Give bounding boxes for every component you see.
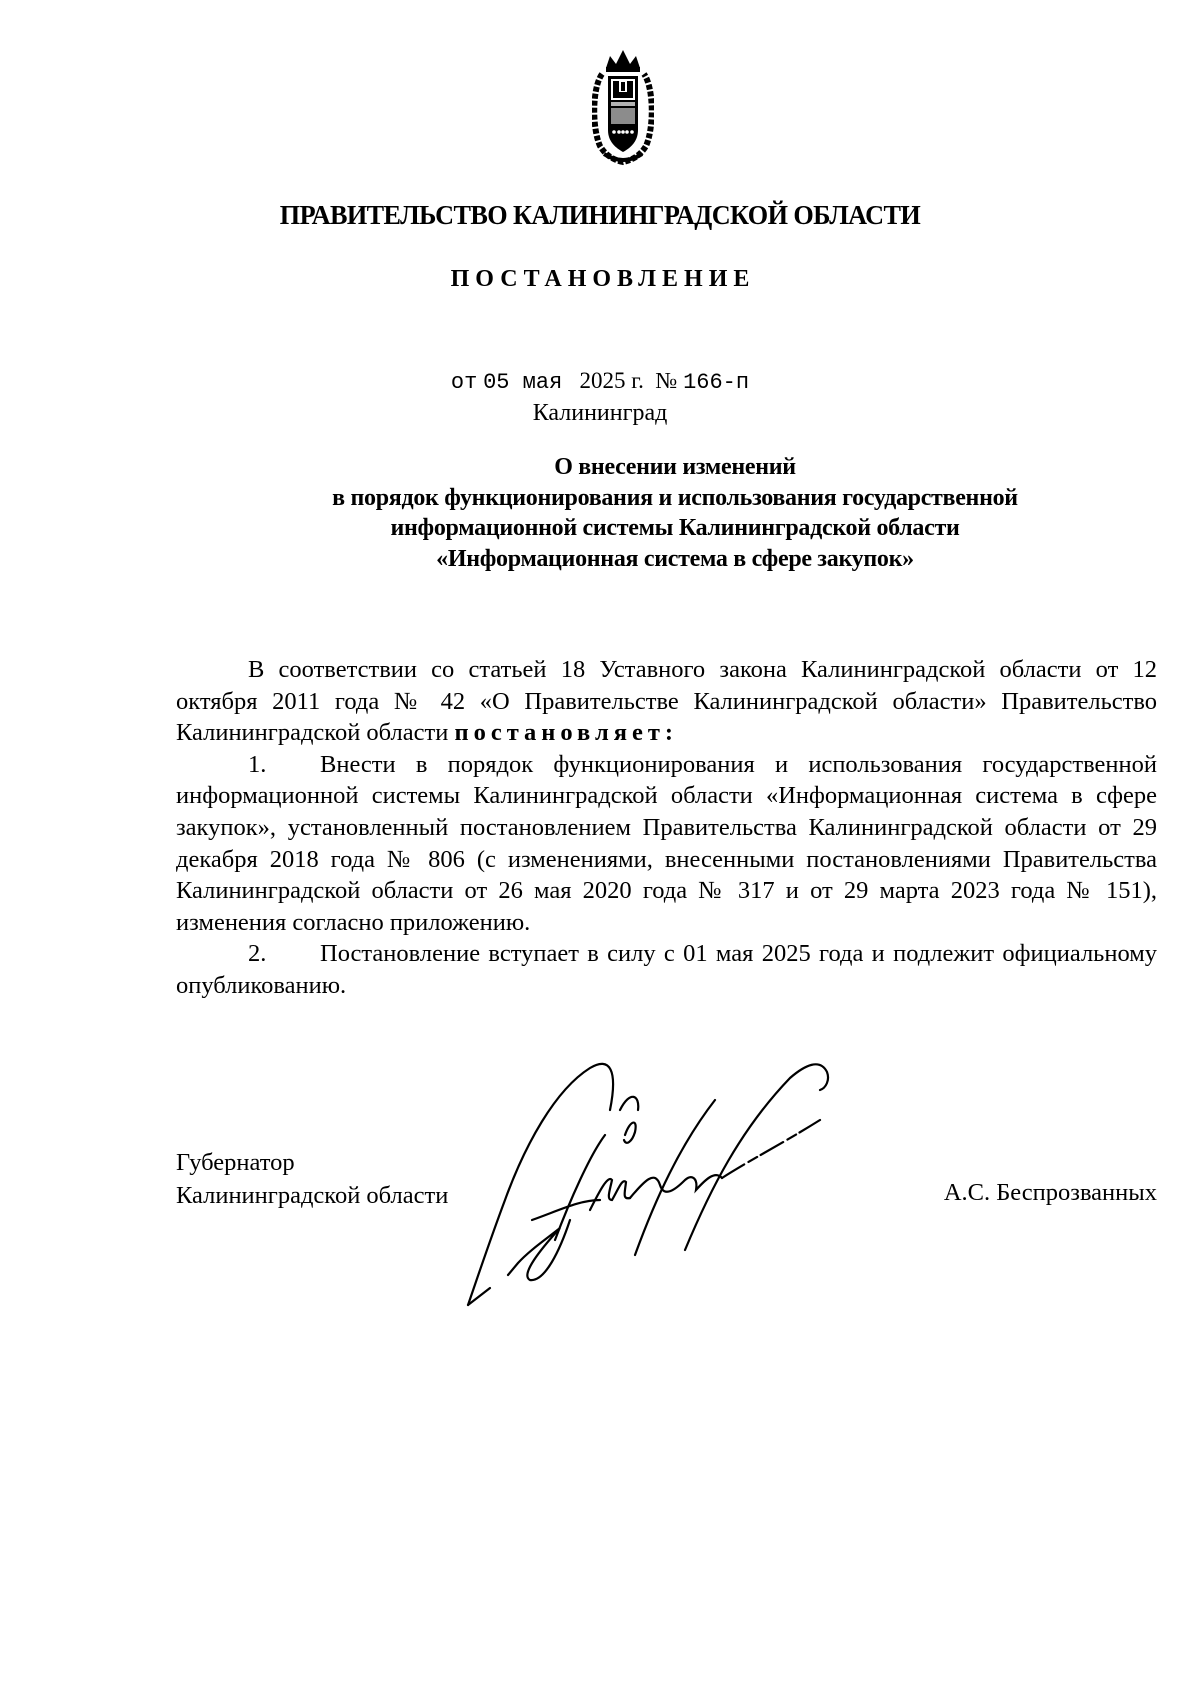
heading-line: информационной системы Калининградской области	[390, 515, 960, 541]
signatory-position	[176, 1146, 448, 1212]
item-paragraph-1	[176, 749, 1157, 939]
heading-line: О внесении изменений	[554, 454, 796, 480]
item-number: 2.	[248, 940, 267, 968]
signatory-name: А.С. Беспрозванных	[943, 1179, 1157, 1206]
handwritten-signature-icon	[460, 1050, 940, 1310]
item-number: 1.	[248, 750, 267, 778]
document-type: ПОСТАНОВЛЕНИЕ	[450, 266, 756, 292]
position-line: Калининградской области	[176, 1182, 449, 1209]
heading-line: в порядок функционирования и использования государственной	[332, 484, 1018, 511]
date-prefix: от	[450, 370, 478, 395]
date-day-month: 05 мая	[483, 370, 563, 395]
government-name: ПРАВИТЕЛЬСТВО КАЛИНИНГРАДСКОЙ ОБЛАСТИ	[279, 200, 921, 230]
item-text: Постановление вступает в силу с 01 мая 2025 года и подлежит официальному опубликованию.	[176, 940, 1157, 999]
document-heading	[200, 452, 1150, 574]
item-paragraph-2	[176, 938, 1157, 1001]
document-body	[176, 654, 1157, 1002]
document-number: 166-п	[683, 370, 750, 395]
preamble-text: В соответствии со статьей 18 Уставного закона Калининградской области от 12 октября 2011 года № 42 «О Правительстве Калининградской области» Правительство Калининградской области	[176, 656, 1157, 747]
position-line: Губернатор	[176, 1149, 295, 1176]
item-text: Внести в порядок функционирования и использования государственной информационной системы Калининградской области «Информационная система в сфере закупок», установленный постановлением Правительства Калининградской области от 29 декабря 2018 года № 806 (с изменениями, внесенными постановлениями Правительства Калининградской области от 26 мая 2020 года № 317 и от 29 марта 2023 года № 151), изменения согласно приложению.	[176, 750, 1157, 936]
date-number-line	[0, 368, 1200, 395]
resolves-word: постановляет:	[454, 719, 679, 747]
coat-of-arms-icon	[592, 48, 654, 166]
heading-line: «Информационная система в сфере закупок»	[436, 545, 914, 572]
city: Калининград	[532, 400, 668, 426]
number-sign: №	[655, 368, 678, 393]
preamble-paragraph	[176, 654, 1157, 749]
date-year: 2025 г.	[579, 368, 644, 393]
